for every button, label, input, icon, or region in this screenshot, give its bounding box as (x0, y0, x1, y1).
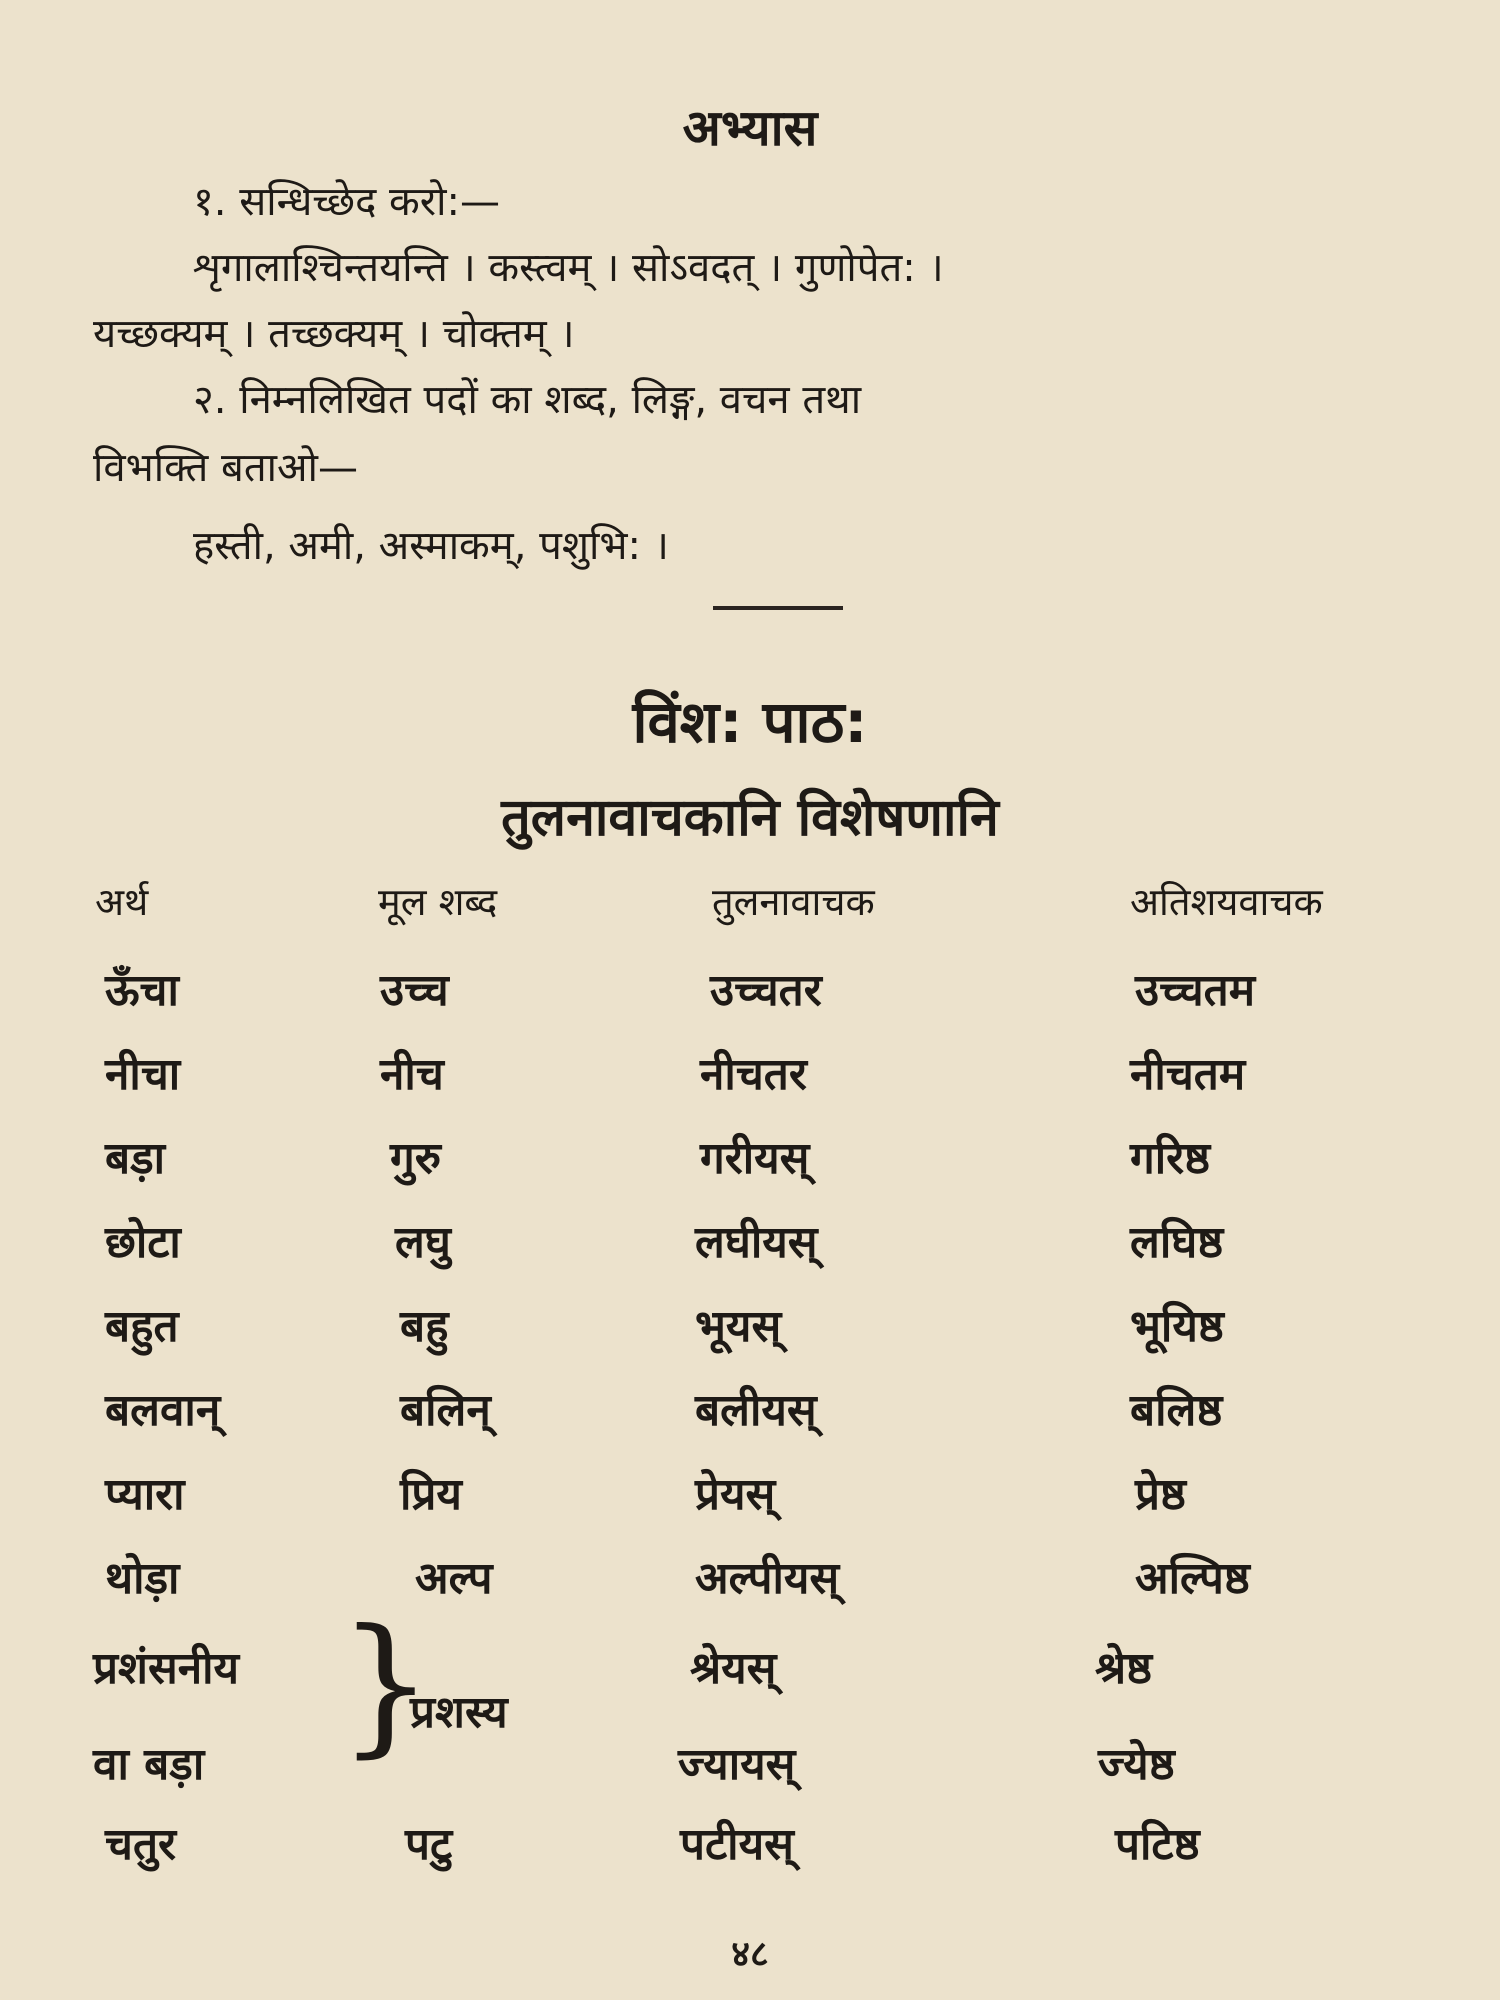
grouping-brace: } (338, 1598, 434, 1772)
cell-root: बलिन् (400, 1385, 491, 1436)
header-root-word: मूल शब्द (378, 880, 498, 924)
exercise-title: अभ्यास (682, 99, 818, 157)
cell-meaning: प्रशंसनीय (93, 1643, 240, 1694)
cell-superlative: प्रेष्ठ (1135, 1469, 1186, 1520)
lesson-title: विंश: पाठ: (632, 688, 868, 756)
cell-superlative: भूयिष्ठ (1130, 1301, 1224, 1352)
cell-comparative: प्रेयस् (695, 1469, 776, 1520)
cell-comparative: श्रेयस् (690, 1643, 777, 1694)
page-number: ४८ (731, 1934, 769, 1975)
cell-comparative: नीचतर (700, 1049, 807, 1100)
cell-meaning: छोटा (105, 1217, 181, 1268)
cell-superlative: पटिष्ठ (1115, 1819, 1200, 1870)
cell-superlative: उच्चतम (1135, 965, 1256, 1016)
header-comparative: तुलनावाचक (712, 880, 875, 924)
header-meaning: अर्थ (95, 880, 149, 924)
cell-superlative: ज्येष्ठ (1098, 1739, 1175, 1790)
cell-meaning: बड़ा (105, 1133, 166, 1184)
cell-comparative: लघीयस् (695, 1217, 818, 1268)
cell-comparative: उच्चतर (710, 965, 822, 1016)
question-1-label: १. सन्धिच्छेद करो:— (193, 179, 500, 225)
cell-meaning: वा बड़ा (93, 1739, 205, 1790)
question-2-line-1: २. निम्नलिखित पदों का शब्द, लिङ्ग, वचन तथा (193, 377, 862, 423)
cell-root: लघु (395, 1217, 451, 1268)
cell-meaning: ऊँचा (105, 965, 179, 1016)
cell-superlative: श्रेष्ठ (1095, 1643, 1153, 1694)
cell-comparative: गरीयस् (700, 1133, 810, 1184)
cell-root: पटु (405, 1819, 453, 1870)
cell-superlative: अल्पिष्ठ (1135, 1553, 1250, 1604)
cell-meaning: थोड़ा (105, 1553, 180, 1604)
cell-comparative: अल्पीयस् (695, 1553, 840, 1604)
question-1-line-2: यच्छक्यम् । तच्छक्यम् । चोक्तम् । (93, 311, 575, 357)
cell-superlative: बलिष्ठ (1130, 1385, 1223, 1436)
cell-root: गुरु (390, 1133, 442, 1184)
cell-superlative: नीचतम (1130, 1049, 1246, 1100)
cell-superlative: गरिष्ठ (1130, 1133, 1211, 1184)
cell-root: बहु (400, 1301, 449, 1352)
section-divider (713, 606, 843, 610)
lesson-subtitle: तुलनावाचकानि विशेषणानि (501, 788, 999, 848)
cell-root: नीच (380, 1049, 444, 1100)
question-2-words: हस्ती, अमी, अस्माकम्, पशुभि: । (193, 523, 669, 569)
cell-root: उच्च (380, 965, 449, 1016)
cell-superlative: लघिष्ठ (1130, 1217, 1224, 1268)
cell-comparative: ज्यायस् (678, 1739, 796, 1790)
cell-meaning: बहुत (105, 1301, 179, 1352)
cell-meaning: चतुर (105, 1819, 177, 1870)
cell-comparative: भूयस् (695, 1301, 782, 1352)
cell-root: अल्प (415, 1553, 493, 1604)
cell-meaning: बलवान् (105, 1385, 221, 1436)
cell-root: प्रशस्य (410, 1687, 508, 1738)
cell-meaning: प्यारा (105, 1469, 185, 1520)
question-1-line-1: शृगालाश्चिन्तयन्ति । कस्त्वम् । सोऽवदत् । गुणोपेत: । (193, 245, 944, 291)
header-superlative: अतिशयवाचक (1130, 880, 1323, 924)
cell-comparative: पटीयस् (680, 1819, 794, 1870)
cell-meaning: नीचा (105, 1049, 181, 1100)
cell-comparative: बलीयस् (695, 1385, 817, 1436)
cell-root: प्रिय (400, 1469, 462, 1520)
question-2-line-2: विभक्ति बताओ— (93, 445, 358, 491)
